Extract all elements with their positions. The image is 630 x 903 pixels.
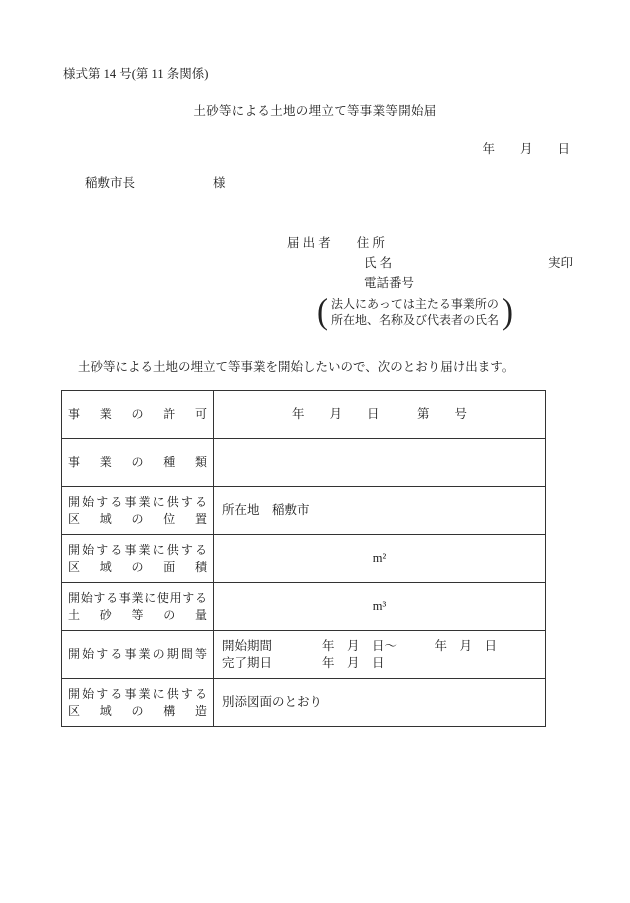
table-row-area-location xyxy=(62,487,546,535)
row-value: 年 月 日 第 号 xyxy=(291,407,467,421)
addressee-name: 稲敷市長 xyxy=(85,176,136,190)
notifier-role-line xyxy=(287,233,573,253)
table-row-business-permit xyxy=(62,391,546,439)
row-label-line-2: 区域の面積 xyxy=(68,559,207,574)
application-table xyxy=(61,390,546,727)
row-label: 開始する事業の期間等 xyxy=(68,647,207,661)
corporate-note xyxy=(317,292,573,332)
notifier-name-label: 氏 名 xyxy=(364,256,393,270)
table-row-business-period xyxy=(62,631,546,679)
close-paren: ) xyxy=(502,292,514,332)
row-value-unit: m³ xyxy=(372,599,387,613)
row-label-line-2: 土砂等の量 xyxy=(68,607,207,622)
notifier-name-line xyxy=(287,253,573,273)
table-row-soil-volume xyxy=(62,583,546,631)
notifier-address-label: 住 所 xyxy=(356,236,385,250)
row-label-line-2: 区域の構造 xyxy=(68,703,207,718)
form-number: 様式第 14 号(第 11 条関係) xyxy=(63,67,209,81)
table-row-area-size xyxy=(62,535,546,583)
addressee-line xyxy=(85,173,226,191)
row-value-completion-date: 完了期日 年 月 日 xyxy=(222,655,385,670)
date-line: 年 月 日 xyxy=(482,142,570,156)
addressee-honorific: 様 xyxy=(213,176,226,190)
table-row-area-structure xyxy=(62,679,546,727)
corporate-note-text xyxy=(328,297,502,328)
page-title: 土砂等による土地の埋立て等事業等開始届 xyxy=(193,104,437,118)
notifier-phone-label: 電話番号 xyxy=(364,276,415,290)
seal-label: 実印 xyxy=(547,256,573,270)
notifier-role-label: 届 出 者 xyxy=(287,236,331,250)
notifier-block xyxy=(287,233,573,332)
row-label-line-1: 開始する事業に使用する xyxy=(68,590,207,605)
table-row-business-type xyxy=(62,439,546,487)
row-value-unit: m² xyxy=(372,551,387,565)
corporate-note-line-2: 所在地、名称及び代表者の氏名 xyxy=(331,312,500,327)
spacer xyxy=(331,233,357,253)
row-label-line-1: 開始する事業に供する xyxy=(68,542,207,557)
row-value: 所在地 稲敷市 xyxy=(222,503,310,517)
row-label-line-2: 区域の位置 xyxy=(68,511,207,526)
row-label: 事業の許可 xyxy=(68,407,207,421)
corporate-note-line-1: 法人にあっては主たる事業所の xyxy=(331,297,499,311)
row-value: 別添図面のとおり xyxy=(222,695,323,709)
open-paren: ( xyxy=(317,292,328,332)
row-label: 事業の種類 xyxy=(68,455,207,469)
statement: 土砂等による土地の埋立て等事業を開始したいので、次のとおり届け出ます。 xyxy=(78,360,515,374)
row-label-line-1: 開始する事業に供する xyxy=(68,686,207,701)
row-label-line-1: 開始する事業に供する xyxy=(68,494,207,509)
row-value-start-period: 開始期間 年 月 日～ 年 月 日 xyxy=(222,638,498,653)
